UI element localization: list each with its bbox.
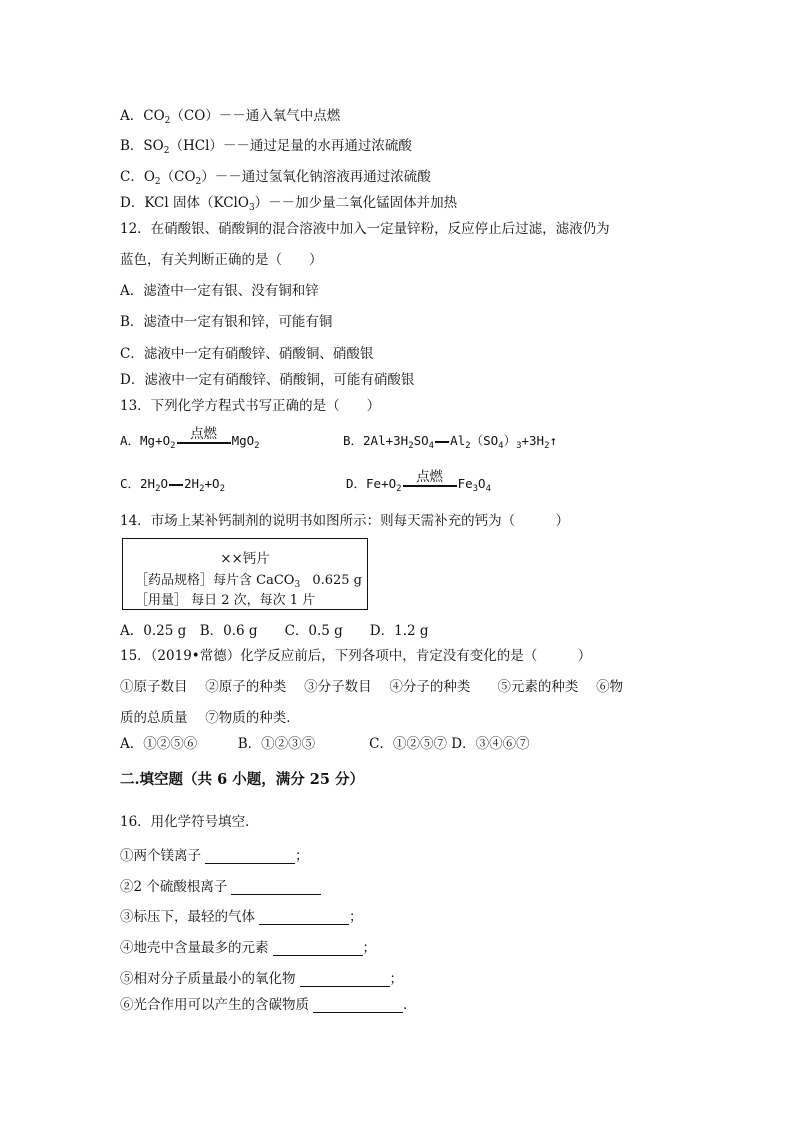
- q13-a-text: A．Mg+O: [120, 433, 171, 448]
- q13-b-h2: +3H: [521, 433, 545, 448]
- q11-b-text: B．SO: [120, 138, 164, 154]
- q13-a-product: MgO: [231, 433, 255, 448]
- q11-option-d: [120, 191, 457, 211]
- q16-item-3: [120, 905, 363, 925]
- q16-item-2: [120, 875, 321, 895]
- subscript: 3: [472, 484, 479, 494]
- q16-item-punct: ；: [295, 848, 309, 864]
- subscript: 4: [428, 441, 435, 451]
- subscript: 4: [485, 484, 491, 494]
- q11-c-text: C．O: [120, 169, 155, 185]
- subscript: 2: [164, 116, 171, 126]
- section-heading: 二.填空题（共 6 小题，满分 25 分）: [120, 771, 365, 788]
- q13-b-al: Al: [450, 433, 466, 448]
- q13-option-c: [120, 474, 225, 492]
- q13-d-o: O: [478, 476, 486, 491]
- q12-option-d: D．滤液中一定有硝酸锌、硝酸铜，可能有硝酸银: [120, 372, 415, 388]
- q14-options: A．0.25 g B．0.6 g C．0.5 g D．1.2 g: [120, 623, 429, 639]
- q11-d-text-end: ）－－加少量二氧化锰固体并加热: [254, 195, 458, 211]
- q13-c-text: C．2H: [120, 476, 156, 491]
- q12-option-a: A．滤渣中一定有银、没有铜和锌: [120, 283, 319, 299]
- reaction-arrow-ignite: [403, 468, 457, 491]
- subscript: 2: [170, 441, 176, 451]
- subscript: 2: [219, 484, 225, 494]
- q11-option-a: [120, 104, 340, 124]
- q16-item-label: ②2 个硫酸根离子: [120, 879, 228, 895]
- q13-d-text: D．Fe+O: [346, 476, 397, 491]
- medicine-label-box: [122, 538, 368, 610]
- q11-c-text-end: ）－－通过氢氧化钠溶液再通过浓硫酸: [201, 169, 431, 185]
- q16-item-6: [120, 993, 417, 1013]
- q16-item-label: ①两个镁离子: [120, 848, 201, 864]
- answer-blank[interactable]: [231, 880, 321, 895]
- q16-item-5: [120, 967, 403, 987]
- q16-item-punct: ；: [389, 971, 403, 987]
- q16-stem: 16．用化学符号填空．: [120, 814, 259, 830]
- subscript: 3: [516, 441, 522, 451]
- reaction-arrow-ignite: [177, 425, 231, 448]
- condition-label: 点燃: [190, 425, 218, 442]
- q16-item-1: [120, 844, 309, 864]
- subscript: 2: [465, 441, 471, 451]
- q12-stem-line2: 蓝色，有关判断正确的是（ ）: [120, 252, 323, 268]
- answer-blank[interactable]: [205, 849, 295, 864]
- subscript: 2: [199, 484, 205, 494]
- q13-option-a: [120, 425, 260, 451]
- q13-option-b: [343, 431, 557, 449]
- q13-b-so: SO: [413, 433, 429, 448]
- equals-sign: [435, 441, 449, 443]
- q16-item-punct: ．: [403, 997, 417, 1013]
- q13-stem: 13．下列化学方程式书写正确的是（ ）: [120, 398, 381, 414]
- subscript: 4: [498, 441, 504, 451]
- q14-stem: 14．市场上某补钙制剂的说明书如图所示：则每天需补充的钙为（ ）: [120, 513, 570, 529]
- q13-c-2h: 2H: [184, 476, 200, 491]
- box-spec-text: ［药品规格］每片含 CaCO: [135, 573, 295, 588]
- answer-blank[interactable]: [273, 941, 363, 956]
- subscript: 2: [396, 484, 402, 494]
- q13-c-o2: +O: [204, 476, 220, 491]
- q16-item-label: ③标压下，最轻的气体: [120, 909, 255, 925]
- answer-blank[interactable]: [259, 910, 349, 925]
- q11-c-text-mid: （CO: [160, 169, 196, 185]
- subscript: 2: [408, 441, 414, 451]
- subscript: 2: [195, 177, 202, 187]
- box-spec-row: [135, 569, 362, 588]
- subscript: 2: [254, 441, 260, 451]
- q16-item-label: ⑤相对分子质量最小的氧化物: [120, 971, 296, 987]
- q15-items-line1: ①原子数目 ②原子的种类 ③分子数目 ④分子的种类 ⑤元素的种类 ⑥物: [120, 679, 624, 695]
- q12-option-b: B．滤渣中一定有银和锌，可能有铜: [120, 314, 333, 330]
- q13-c-o: O: [160, 476, 169, 491]
- condition-label: 点燃: [416, 468, 444, 485]
- q15-stem: 15．（2019•常德）化学反应前后，下列各项中，肯定没有变化的是（ ）: [120, 648, 592, 664]
- q11-d-text: D．KCl 固体（KClO: [120, 195, 249, 211]
- q13-b-text: B．2Al+3H: [343, 433, 409, 448]
- q15-items-line2: 质的总质量 ⑦物质的种类．: [120, 710, 300, 726]
- q16-item-punct: ；: [362, 940, 376, 956]
- q13-option-d: [346, 468, 491, 494]
- q13-b-paren: （SO: [470, 433, 499, 448]
- subscript: 3: [248, 203, 255, 213]
- q12-option-c: C．滤液中一定有硝酸锌、硝酸铜、硝酸银: [120, 346, 374, 362]
- box-dosage-row: ［用量］ 每日 2 次，每次 1 片: [135, 593, 316, 608]
- q16-item-punct: ；: [349, 909, 363, 925]
- subscript: 2: [544, 441, 550, 451]
- equals-sign: [169, 484, 183, 486]
- subscript: 2: [155, 484, 161, 494]
- q11-option-c: [120, 165, 431, 185]
- q11-b-text-end: （HCl）－－通过足量的水再通过浓硫酸: [169, 138, 412, 154]
- q16-item-label: ④地壳中含量最多的元素: [120, 940, 269, 956]
- box-spec-value: 0.625 g: [312, 573, 362, 588]
- double-bar: [177, 442, 231, 444]
- q11-a-text: A．CO: [120, 108, 165, 124]
- answer-blank[interactable]: [313, 998, 403, 1013]
- subscript: 2: [163, 146, 170, 156]
- q16-item-label: ⑥光合作用可以产生的含碳物质: [120, 997, 309, 1013]
- q12-stem-line1: 12．在硝酸银、硝酸铜的混合溶液中加入一定量锌粉，反应停止后过滤，滤液仍为: [120, 221, 610, 237]
- box-title: ××钙片: [220, 551, 270, 567]
- double-bar: [403, 485, 457, 487]
- answer-blank[interactable]: [300, 972, 390, 987]
- q16-item-4: [120, 936, 376, 956]
- q11-a-text-end: （CO）－－通入氧气中点燃: [170, 108, 341, 124]
- subscript: 2: [154, 177, 161, 187]
- q13-b-close: ）: [503, 433, 517, 448]
- subscript: 3: [294, 580, 301, 590]
- q13-d-fe: Fe: [457, 476, 473, 491]
- q15-options: A．①②⑤⑥ B．①②③⑤ C．①②⑤⑦ D．③④⑥⑦: [120, 736, 530, 752]
- q11-option-b: [120, 134, 412, 154]
- gas-arrow-icon: ↑: [549, 433, 558, 448]
